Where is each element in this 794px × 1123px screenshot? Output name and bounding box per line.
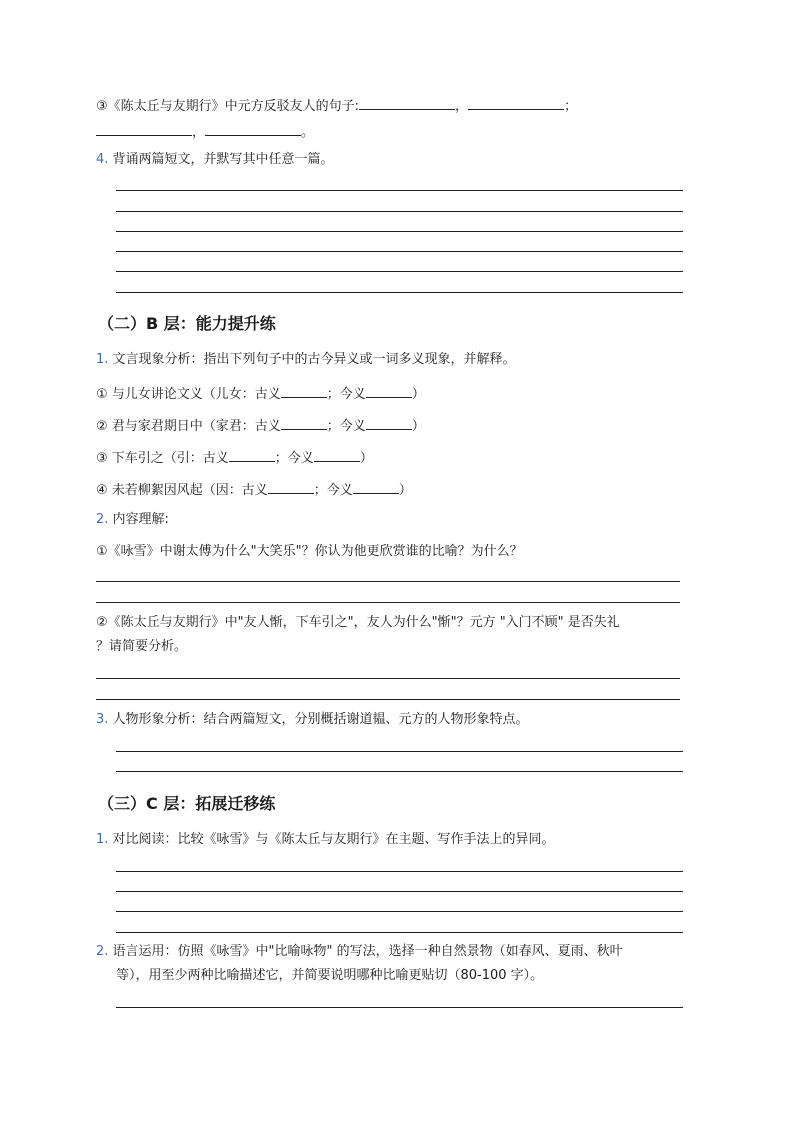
question-number: 4. [96, 152, 109, 167]
answer-line[interactable] [96, 678, 680, 679]
answer-blank[interactable] [205, 121, 301, 136]
item-modern-meaning-label: ；今义 [326, 387, 366, 402]
question-b1 [96, 351, 516, 369]
question-number: 1. [96, 832, 109, 847]
question-number: 2. [96, 944, 109, 959]
item-close: ） [411, 419, 425, 434]
question-number: 3. [96, 712, 109, 727]
answer-line[interactable] [116, 251, 683, 252]
item-prompt: ③ 下车引之（引：古义 [96, 451, 229, 466]
answer-blank[interactable] [229, 447, 275, 462]
question-a3-line2 [96, 121, 314, 142]
answer-blank[interactable] [281, 383, 327, 398]
question-a3-line1 [96, 95, 577, 116]
question-text: 语言运用：仿照《咏雪》中"比喻咏物" 的写法，选择一种自然景物（如春风、夏雨、秋叶 [112, 944, 623, 959]
question-a3-prompt: ③《陈太丘与友期行》中元方反驳友人的句子: [96, 99, 360, 114]
question-b3 [96, 711, 529, 729]
question-text: 文言现象分析：指出下列句子中的古今异义或一词多义现象，并解释。 [112, 352, 516, 367]
item-prompt: ② 君与家君期日中（家君：古义 [96, 419, 281, 434]
answer-blank[interactable] [96, 121, 192, 136]
item-modern-meaning-label: ；今义 [313, 483, 353, 498]
item-b1-1 [96, 383, 425, 404]
question-c2-line1 [96, 943, 623, 961]
question-text: 人物形象分析：结合两篇短文，分别概括谢道韫、元方的人物形象特点。 [112, 712, 529, 727]
answer-blank[interactable] [359, 95, 455, 110]
question-b2-1: ①《咏雪》中谢太傅为什么"大笑乐"？你认为他更欣赏谁的比喻？为什么？ [96, 544, 523, 559]
answer-line[interactable] [116, 231, 683, 232]
comma: ， [455, 99, 469, 114]
item-modern-meaning-label: ；今义 [326, 419, 366, 434]
period: 。 [301, 125, 315, 140]
question-c2-line2: 等），用至少两种比喻描述它，并简要说明哪种比喻更贴切（80-100 字）。 [116, 968, 544, 983]
item-close: ） [411, 387, 425, 402]
answer-blank[interactable] [281, 415, 327, 430]
semicolon: ； [564, 99, 578, 114]
answer-line[interactable] [96, 699, 680, 700]
answer-line[interactable] [116, 932, 683, 933]
item-prompt: ① 与儿女讲论文义（儿女：古义 [96, 387, 281, 402]
answer-line[interactable] [116, 271, 683, 272]
answer-line[interactable] [116, 891, 683, 892]
item-b1-2 [96, 415, 425, 436]
question-b2-2-line1: ②《陈太丘与友期行》中"友人惭，下车引之"，友人为什么"惭"？元方 "入门不顾" 是否失礼 [96, 615, 620, 630]
question-text: 背诵两篇短文，并默写其中任意一篇。 [112, 152, 334, 167]
item-modern-meaning-label: ；今义 [274, 451, 314, 466]
item-b1-4 [96, 479, 412, 500]
answer-blank[interactable] [268, 479, 314, 494]
answer-blank[interactable] [366, 383, 412, 398]
comma: ， [192, 125, 206, 140]
answer-line[interactable] [116, 751, 683, 752]
answer-line[interactable] [96, 602, 680, 603]
answer-line[interactable] [116, 771, 683, 772]
section-heading-b: （二）B 层：能力提升练 [98, 314, 276, 333]
answer-line[interactable] [116, 190, 683, 191]
answer-blank[interactable] [353, 479, 399, 494]
question-text: 对比阅读：比较《咏雪》与《陈太丘与友期行》在主题、写作手法上的异同。 [112, 832, 555, 847]
answer-line[interactable] [116, 911, 683, 912]
question-number: 2. [96, 512, 109, 527]
section-heading-c: （三）C 层：拓展迁移练 [98, 794, 276, 813]
answer-blank[interactable] [314, 447, 360, 462]
item-prompt: ④ 未若柳絮因风起（因：古义 [96, 483, 268, 498]
item-close: ） [359, 451, 373, 466]
question-a4 [96, 151, 334, 169]
item-close: ） [398, 483, 412, 498]
answer-line[interactable] [116, 211, 683, 212]
answer-blank[interactable] [468, 95, 564, 110]
question-b2 [96, 511, 169, 529]
answer-line[interactable] [96, 581, 680, 582]
answer-blank[interactable] [366, 415, 412, 430]
answer-line[interactable] [116, 1007, 683, 1008]
answer-line[interactable] [116, 871, 683, 872]
question-b2-2-line2: ？请简要分析。 [96, 639, 188, 654]
question-text: 内容理解: [112, 512, 169, 527]
item-b1-3 [96, 447, 373, 468]
question-number: 1. [96, 352, 109, 367]
answer-line[interactable] [116, 292, 683, 293]
question-c1 [96, 831, 555, 849]
